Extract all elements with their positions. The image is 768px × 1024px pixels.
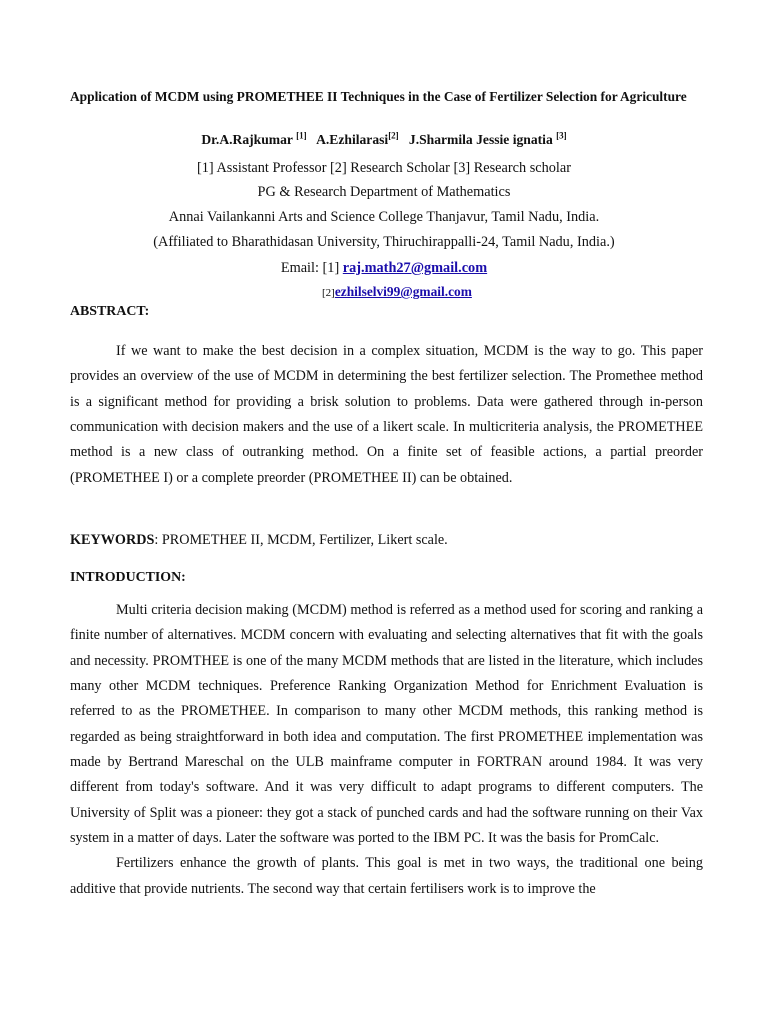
email-label: Email: [1] (280, 260, 343, 276)
author-2-ref: [2] (388, 130, 399, 141)
email-line (0, 259, 768, 277)
department: PG & Research Department of Mathematics (257, 184, 511, 200)
college: Annai Vailankanni Arts and Science College Thanjavur, Tamil Nadu, India. (168, 209, 600, 225)
affiliation-roles: [1] Assistant Professor [2] Research Scholar [3] Research scholar (197, 160, 571, 176)
keywords-text: : PROMETHEE II, MCDM, Fertilizer, Likert scale. (154, 532, 448, 548)
author-1-ref: [1] (296, 130, 307, 141)
paper-title: Application of MCDM using PROMETHEE II Techniques in the Case of Fertilizer Selection for Agriculture (70, 89, 687, 104)
author-line (0, 131, 768, 149)
affiliated-university: (Affiliated to Bharathidasan University, Thiruchirappalli-24, Tamil Nadu, India.) (153, 234, 615, 250)
intro-paragraph-2: Fertilizers enhance the growth of plants. This goal is met in two ways, the traditional one being additive that provide nutrients. The second way that certain fertilisers work is to improve the (70, 855, 703, 897)
intro-paragraph-1: Multi criteria decision making (MCDM) method is referred as a method used for scoring and ranking a finite number of alternatives. MCDM concern with evaluating and selecting alternatives that fit with the goals and necessity. PROMTHEE is one of the many MCDM methods that are listed in the literature, which includes many other MCDM techniques. Preference Ranking Organization Method for Enrichment Evaluation is referred to as the PROMETHEE. In comparison to many other MCDM methods, this ranking method is regarded as being straightforward in both idea and computation. The first PROMETHEE implementation was made by Bertrand Mareschal on the ULB mainframe computer in FORTRAN around 1984. It was very different from today's software. And it was very difficult to adapt programs to different computers. The University of Split was a pioneer: they got a stack of punched cards and had the software running on their Vax system in a matter of days. Later the software was ported to the IBM PC. It was the basis for PromCalc. (70, 602, 703, 847)
keywords-line (70, 532, 448, 549)
author-3: J.Sharmila Jessie ignatia (408, 132, 553, 147)
author-1: Dr.A.Rajkumar (201, 132, 293, 147)
author-3-ref: [3] (556, 130, 567, 141)
email-2-ref: [2] (322, 287, 335, 299)
abstract-heading: ABSTRACT: (70, 304, 150, 319)
email-link-2[interactable]: ezhilselvi99@gmail.com (334, 284, 472, 299)
email-line-2 (322, 284, 472, 300)
author-2: A.Ezhilarasi (316, 132, 389, 147)
abstract-paragraph: If we want to make the best decision in a complex situation, MCDM is the way to go. This paper provides an overview of the use of MCDM in determining the best fertilizer selection. The Promethee method is a significant method for providing a brisk solution to problems. Data were gathered through in-person communication with decision makers and the use of a likert scale. In multicriteria analysis, the PROMETHEE method is a new class of outranking method. On a finite set of feasible actions, a partial preorder (PROMETHEE I) or a complete preorder (PROMETHEE II) can be obtained. (70, 343, 703, 486)
keywords-label: KEYWORDS (70, 532, 155, 548)
abstract-body (70, 339, 703, 491)
introduction-body (70, 598, 703, 902)
introduction-heading: INTRODUCTION: (70, 570, 186, 585)
email-link-1[interactable]: raj.math27@gmail.com (342, 260, 488, 276)
